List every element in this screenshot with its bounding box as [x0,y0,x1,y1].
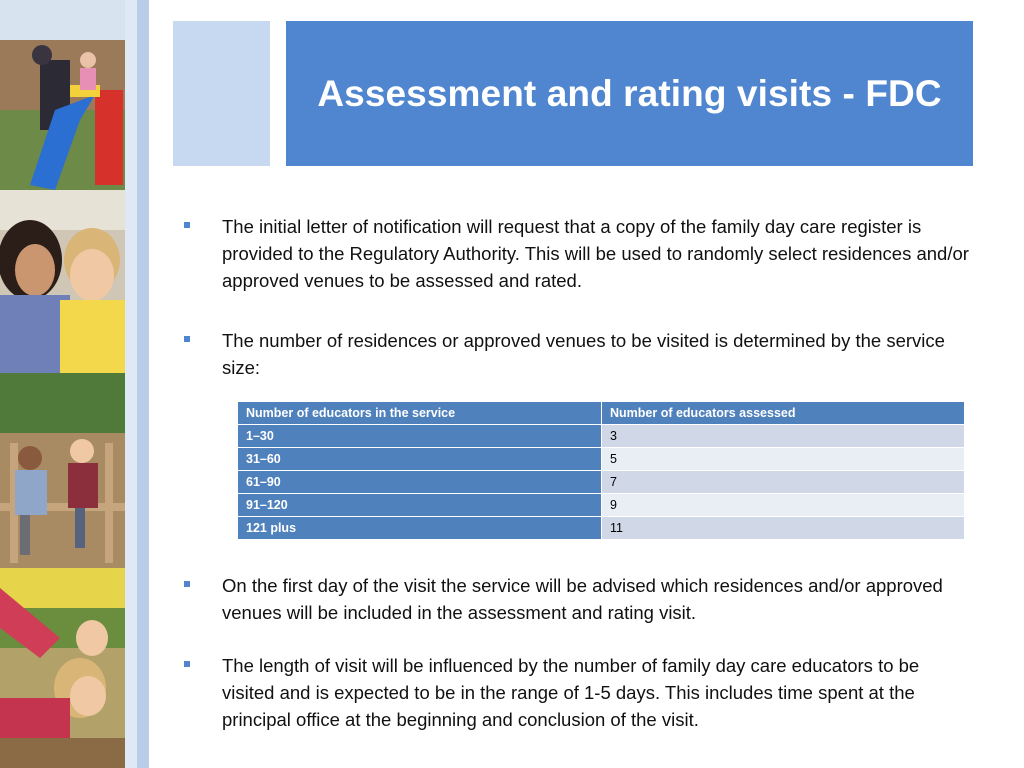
slide-title: Assessment and rating visits - FDC [317,72,942,114]
bullet-item [184,652,974,733]
table-cell: 3 [602,425,965,448]
table-row [238,448,965,471]
table-row [238,494,965,517]
table-cell: 121 plus [238,517,602,540]
service-size-table [237,401,965,540]
table-row [238,517,965,540]
two-children-whispering-photo [0,190,125,373]
photo-strip [0,0,125,768]
decorative-stripe-medium [137,0,149,768]
title-accent-box [173,21,270,166]
table-header-cell: Number of educators in the service [238,402,602,425]
children-on-climbing-frame-photo [0,373,125,568]
bullet-text: The number of residences or approved venues to be visited is determined by the service size: [222,330,945,378]
bullet-marker-icon [184,661,190,667]
bullet-marker-icon [184,336,190,342]
table-cell: 9 [602,494,965,517]
bullet-text: The length of visit will be influenced by the number of family day care educators to be visited and is expected to be in the range of 1-5 days. This includes time spent at the principal office at the beginning and conclusion of the visit. [222,655,920,730]
bullet-marker-icon [184,581,190,587]
bullet-item [184,213,974,294]
table-row [238,425,965,448]
table-header-row [238,402,965,425]
bullet-text: On the first day of the visit the service will be advised which residences and/or approved venues will be included in the assessment and rating visit. [222,575,943,623]
bullet-item [184,327,974,381]
title-banner [286,21,973,166]
table-cell: 5 [602,448,965,471]
table-row [238,471,965,494]
decorative-stripe-light [125,0,137,768]
table-cell: 61–90 [238,471,602,494]
bullet-marker-icon [184,222,190,228]
table-header-cell: Number of educators assessed [602,402,965,425]
bullet-item [184,572,974,626]
table-cell: 11 [602,517,965,540]
table-cell: 31–60 [238,448,602,471]
table-cell: 7 [602,471,965,494]
girls-playing-outdoors-photo [0,568,125,768]
children-playground-photo [0,0,125,190]
table-cell: 91–120 [238,494,602,517]
bullet-text: The initial letter of notification will request that a copy of the family day care register is provided to the Regulatory Authority. This will be used to randomly select residences and/or approved venues to be assessed and rated. [222,216,969,291]
table-cell: 1–30 [238,425,602,448]
